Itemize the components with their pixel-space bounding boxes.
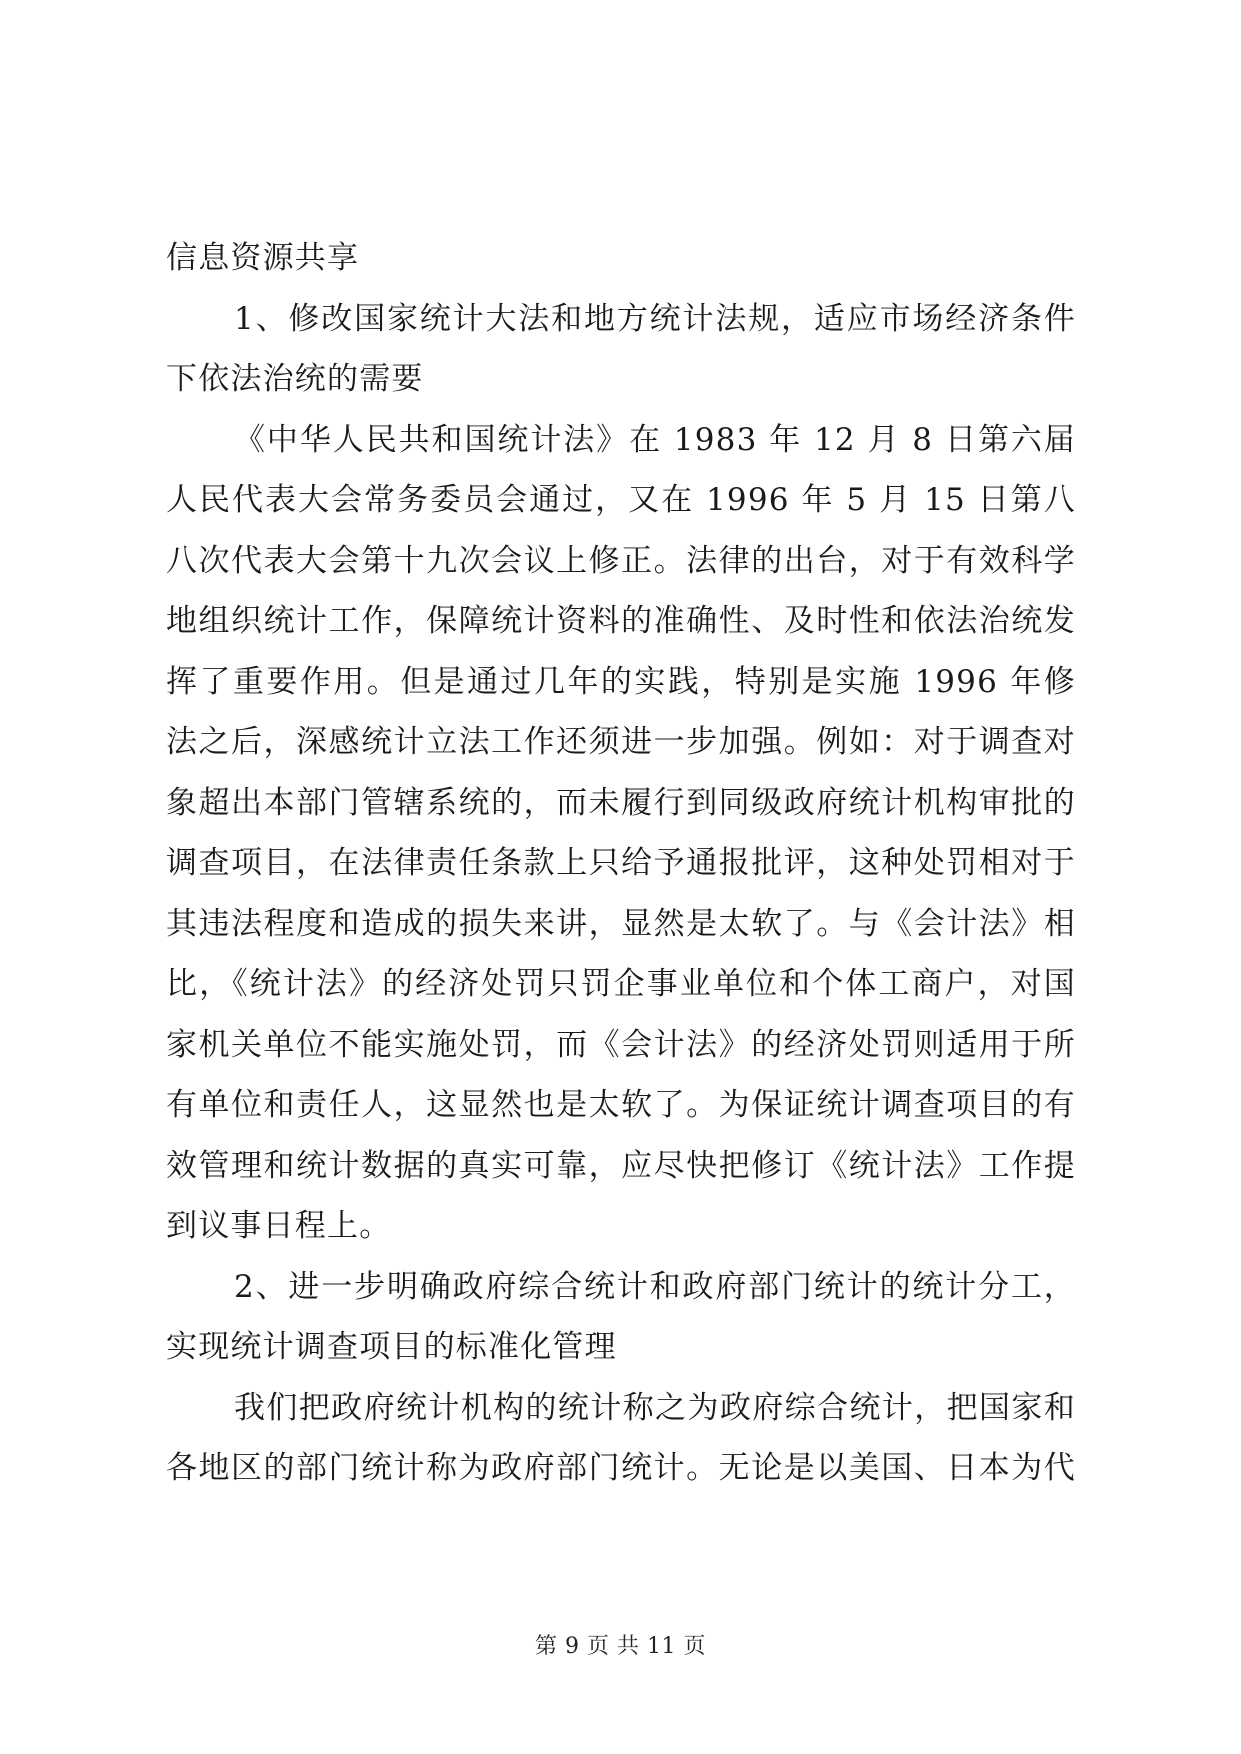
paragraph-line: 其违法程度和造成的损失来讲，显然是太软了。与《会计法》相 — [166, 905, 1076, 942]
paragraph-line: 法之后，深感统计立法工作还须进一步加强。例如：对于调查对 — [166, 724, 1076, 760]
paragraph-line: 地组织统计工作，保障统计资料的准确性、及时性和依法治统发 — [166, 603, 1076, 639]
paragraph-line: 我们把政府统计机构的统计称之为政府综合统计，把国家和 — [234, 1389, 1076, 1426]
paragraph-line: 各地区的部门统计称为政府部门统计。无论是以美国、日本为代 — [166, 1450, 1076, 1486]
paragraph-line: 《中华人民共和国统计法》在 1983 年 12 月 8 日第六届 — [234, 421, 1076, 458]
paragraph-line: 效管理和统计数据的真实可靠，应尽快把修订《统计法》工作提 — [166, 1147, 1076, 1184]
paragraph-line: 家机关单位不能实施处罚，而《会计法》的经济处罚则适用于所 — [166, 1026, 1076, 1063]
paragraph-line: 比，《统计法》的经济处罚只罚企事业单位和个体工商户，对国 — [166, 966, 1076, 1002]
document-body — [166, 228, 1076, 1499]
paragraph-line: 八次代表大会第十九次会议上修正。法律的出台，对于有效科学 — [166, 542, 1076, 579]
section-heading-1: 1、修改国家统计大法和地方统计法规，适应市场经济条件 — [234, 300, 1076, 337]
text-line: 实现统计调查项目的标准化管理 — [166, 1329, 617, 1365]
paragraph-line: 有单位和责任人，这显然也是太软了。为保证统计调查项目的有 — [166, 1087, 1076, 1123]
paragraph-line: 挥了重要作用。但是通过几年的实践，特别是实施 1996 年修 — [166, 663, 1076, 700]
paragraph-line: 调查项目，在法律责任条款上只给予通报批评，这种处罚相对于 — [166, 845, 1076, 881]
paragraph-line: 到议事日程上。 — [166, 1208, 392, 1244]
text-line: 下依法治统的需要 — [166, 361, 424, 397]
section-heading-2: 2、进一步明确政府综合统计和政府部门统计的统计分工， — [234, 1268, 1076, 1305]
text-line: 信息资源共享 — [166, 240, 360, 276]
paragraph-line: 人民代表大会常务委员会通过，又在 1996 年 5 月 15 日第八 — [166, 482, 1076, 518]
page-number-footer: 第 9 页 共 11 页 — [535, 1634, 706, 1659]
paragraph-line: 象超出本部门管辖系统的，而未履行到同级政府统计机构审批的 — [166, 784, 1076, 821]
